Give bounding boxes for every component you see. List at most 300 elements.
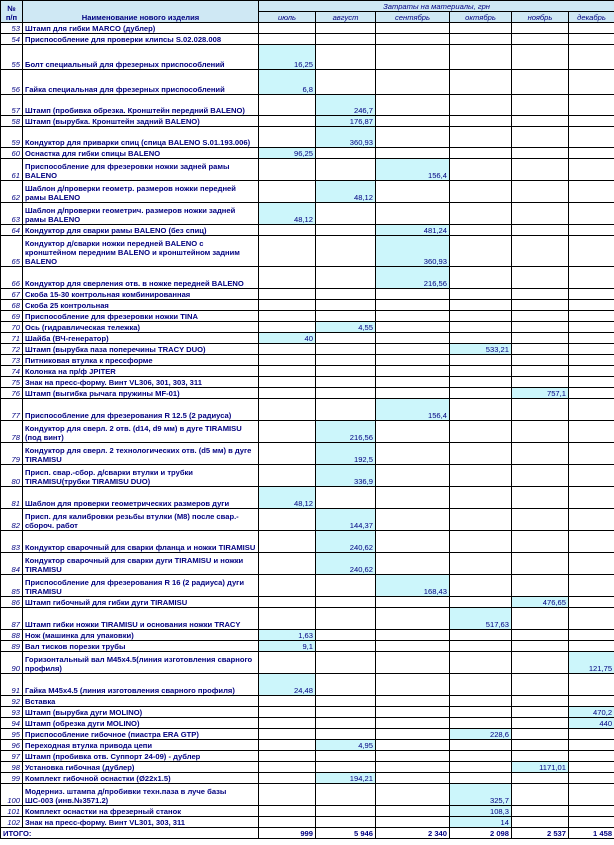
cost-cell: [569, 116, 614, 127]
cost-cell: [450, 95, 512, 116]
cost-cell: [512, 34, 569, 45]
cost-cell: 246,7: [316, 95, 376, 116]
cost-cell: [316, 399, 376, 421]
cost-cell: [569, 23, 614, 34]
table-row: [1, 487, 614, 509]
cost-cell: [512, 740, 569, 751]
item-name: Штамп (вырубка паза поперечины TRACY DUO): [23, 344, 259, 355]
cost-cell: [316, 344, 376, 355]
item-name: Оснастка для гибки спицы BALENO: [23, 148, 259, 159]
cost-cell: [569, 531, 614, 553]
cost-cell: [450, 377, 512, 388]
cost-cell: 533,21: [450, 344, 512, 355]
item-name: Кондуктор сварочный для сварки дуги TIRAMISU и ножки TIRAMISU: [23, 553, 259, 575]
table-row: [1, 696, 614, 707]
table-row: [1, 333, 614, 344]
cost-cell: 757,1: [512, 388, 569, 399]
cost-cell: [376, 421, 450, 443]
cost-cell: [569, 127, 614, 148]
table-row: [1, 553, 614, 575]
cost-cell: [376, 751, 450, 762]
cost-cell: [512, 729, 569, 740]
cost-cell: [569, 181, 614, 203]
row-number: 99: [1, 773, 23, 784]
cost-cell: [450, 148, 512, 159]
row-number: 79: [1, 443, 23, 465]
item-name: Приспособление для фрезерования R 16 (2 радиуса) дуги TIRAMISU: [23, 575, 259, 597]
cost-cell: [376, 817, 450, 828]
cost-cell: [316, 203, 376, 225]
cost-cell: 9,1: [259, 641, 316, 652]
cost-cell: [376, 487, 450, 509]
row-number: 54: [1, 34, 23, 45]
cost-cell: [316, 289, 376, 300]
total-value: 1 458: [569, 828, 614, 839]
num-header: № п/п: [1, 1, 23, 23]
cost-cell: [316, 597, 376, 608]
cost-cell: [450, 225, 512, 236]
table-row: [1, 762, 614, 773]
cost-cell: [450, 597, 512, 608]
cost-cell: 194,21: [316, 773, 376, 784]
cost-cell: [512, 509, 569, 531]
cost-cell: [450, 773, 512, 784]
row-number: 69: [1, 311, 23, 322]
cost-cell: [259, 289, 316, 300]
month-header: ноябрь: [512, 12, 569, 23]
cost-cell: 4,55: [316, 322, 376, 333]
cost-cell: [259, 773, 316, 784]
cost-cell: [376, 641, 450, 652]
cost-cell: [376, 203, 450, 225]
cost-cell: [569, 311, 614, 322]
cost-cell: 48,12: [259, 203, 316, 225]
table-row: [1, 729, 614, 740]
month-header: август: [316, 12, 376, 23]
cost-cell: [316, 34, 376, 45]
cost-cell: 470,2: [569, 707, 614, 718]
cost-cell: [569, 575, 614, 597]
row-number: 97: [1, 751, 23, 762]
cost-cell: [512, 267, 569, 289]
cost-cell: [316, 608, 376, 630]
cost-cell: [450, 181, 512, 203]
cost-cell: [512, 366, 569, 377]
cost-cell: [450, 421, 512, 443]
cost-cell: [316, 630, 376, 641]
cost-cell: [512, 608, 569, 630]
cost-cell: [259, 465, 316, 487]
month-header: июль: [259, 12, 316, 23]
cost-cell: [316, 487, 376, 509]
cost-cell: [316, 388, 376, 399]
cost-cell: [316, 23, 376, 34]
item-name: Гайка М45x4.5 (линия изготовления сварного профиля): [23, 674, 259, 696]
item-name: Кондуктор для сверления отв. в ножке передней BALENO: [23, 267, 259, 289]
row-number: 68: [1, 300, 23, 311]
row-number: 101: [1, 806, 23, 817]
row-number: 88: [1, 630, 23, 641]
cost-cell: [512, 575, 569, 597]
cost-cell: [450, 696, 512, 707]
cost-cell: [376, 45, 450, 70]
cost-cell: [450, 289, 512, 300]
table-row: [1, 784, 614, 806]
table-row: [1, 377, 614, 388]
cost-cell: [569, 333, 614, 344]
cost-cell: [376, 553, 450, 575]
cost-cell: [376, 289, 450, 300]
cost-cell: [450, 652, 512, 674]
item-name: Скоба 15-30 контрольная комбинированная: [23, 289, 259, 300]
cost-cell: [569, 322, 614, 333]
table-row: [1, 289, 614, 300]
cost-cell: [512, 443, 569, 465]
cost-cell: 121,75: [569, 652, 614, 674]
cost-cell: [259, 159, 316, 181]
cost-cell: [259, 575, 316, 597]
table-row: [1, 443, 614, 465]
item-name: Штамп для гибки MARCO (дублер): [23, 23, 259, 34]
row-number: 95: [1, 729, 23, 740]
cost-cell: [450, 355, 512, 366]
cost-cell: [316, 333, 376, 344]
cost-cell: [450, 267, 512, 289]
item-name: Штамп гибочный для гибки дуги TIRAMISU: [23, 597, 259, 608]
row-number: 63: [1, 203, 23, 225]
cost-cell: [569, 45, 614, 70]
cost-cell: [376, 95, 450, 116]
row-number: 100: [1, 784, 23, 806]
cost-cell: [569, 487, 614, 509]
item-name: Кондуктор для сверл. 2 отв. (d14, d9 мм) в дуге TIRAMISU (под винт): [23, 421, 259, 443]
cost-cell: [259, 509, 316, 531]
item-name: Штамп гибки ножки TIRAMISU и основания ножки TRACY: [23, 608, 259, 630]
cost-cell: [259, 322, 316, 333]
cost-cell: [569, 641, 614, 652]
cost-cell: [376, 181, 450, 203]
table-row: [1, 707, 614, 718]
cost-cell: [259, 817, 316, 828]
cost-cell: [259, 652, 316, 674]
cost-cell: [512, 289, 569, 300]
cost-cell: [450, 443, 512, 465]
table-row: [1, 203, 614, 225]
table-row: [1, 148, 614, 159]
cost-cell: [450, 34, 512, 45]
total-value: 5 946: [316, 828, 376, 839]
cost-cell: [316, 267, 376, 289]
cost-cell: [316, 762, 376, 773]
row-number: 102: [1, 817, 23, 828]
row-number: 77: [1, 399, 23, 421]
item-name: Шаблон для проверки геометрических размеров дуги: [23, 487, 259, 509]
cost-cell: [376, 333, 450, 344]
cost-cell: [450, 203, 512, 225]
row-number: 57: [1, 95, 23, 116]
cost-cell: [450, 366, 512, 377]
cost-cell: [316, 575, 376, 597]
table-row: [1, 674, 614, 696]
table-row: [1, 311, 614, 322]
table-row: [1, 575, 614, 597]
item-name: Переходная втулка привода цепи: [23, 740, 259, 751]
cost-cell: [512, 784, 569, 806]
cost-cell: [316, 652, 376, 674]
cost-cell: 24,48: [259, 674, 316, 696]
item-name: Приспособление для проверки клипсы S.02.028.008: [23, 34, 259, 45]
cost-cell: [316, 311, 376, 322]
item-name: Питниковая втулка к прессформе: [23, 355, 259, 366]
cost-cell: 168,43: [376, 575, 450, 597]
cost-cell: [569, 729, 614, 740]
cost-cell: [569, 773, 614, 784]
cost-cell: [376, 311, 450, 322]
table-row: [1, 70, 614, 95]
cost-cell: [376, 509, 450, 531]
cost-cell: [450, 333, 512, 344]
cost-cell: 440: [569, 718, 614, 729]
table-row: [1, 23, 614, 34]
cost-cell: [316, 696, 376, 707]
cost-cell: [512, 465, 569, 487]
cost-cell: [512, 159, 569, 181]
cost-cell: [259, 443, 316, 465]
table-row: [1, 95, 614, 116]
cost-cell: [259, 399, 316, 421]
cost-cell: [376, 806, 450, 817]
cost-cell: 40: [259, 333, 316, 344]
table-row: [1, 388, 614, 399]
table-row: [1, 465, 614, 487]
cost-cell: 108,3: [450, 806, 512, 817]
item-name: Шаблон д/проверки геометрич. размеров ножки задней рамы BALENO: [23, 203, 259, 225]
row-number: 89: [1, 641, 23, 652]
cost-cell: [376, 630, 450, 641]
cost-cell: [376, 366, 450, 377]
cost-cell: [569, 225, 614, 236]
item-name: Штамп (пробивка отв. Суппорт 24-09) - дублер: [23, 751, 259, 762]
row-number: 92: [1, 696, 23, 707]
item-name: Штамп (вырубка дуги MOLINO): [23, 707, 259, 718]
cost-cell: [450, 641, 512, 652]
cost-cell: [376, 116, 450, 127]
cost-cell: [512, 487, 569, 509]
row-number: 85: [1, 575, 23, 597]
cost-cell: 192,5: [316, 443, 376, 465]
cost-cell: 325,7: [450, 784, 512, 806]
row-number: 76: [1, 388, 23, 399]
cost-cell: 48,12: [259, 487, 316, 509]
cost-cell: 228,6: [450, 729, 512, 740]
cost-cell: [512, 806, 569, 817]
cost-cell: [450, 127, 512, 148]
cost-cell: 216,56: [376, 267, 450, 289]
table-row: [1, 236, 614, 267]
table-row: [1, 806, 614, 817]
table-row: [1, 817, 614, 828]
table-row: [1, 597, 614, 608]
name-header: Наименование нового изделия: [23, 1, 259, 23]
row-number: 78: [1, 421, 23, 443]
cost-cell: 144,37: [316, 509, 376, 531]
cost-cell: 14: [450, 817, 512, 828]
item-name: Кондуктор сварочный для сварки фланца и ножки TIRAMISU: [23, 531, 259, 553]
cost-cell: [569, 236, 614, 267]
table-row: [1, 116, 614, 127]
item-name: Установка гибочная (дублер): [23, 762, 259, 773]
cost-cell: [450, 300, 512, 311]
cost-cell: [376, 762, 450, 773]
cost-cell: [569, 465, 614, 487]
row-number: 72: [1, 344, 23, 355]
cost-cell: [569, 148, 614, 159]
cost-cell: [259, 597, 316, 608]
cost-cell: [316, 751, 376, 762]
cost-cell: [259, 421, 316, 443]
cost-cell: [316, 707, 376, 718]
table-row: [1, 366, 614, 377]
cost-cell: [376, 740, 450, 751]
cost-cell: [450, 553, 512, 575]
total-row: [1, 828, 614, 839]
cost-cell: [569, 784, 614, 806]
table-row: [1, 181, 614, 203]
table-row: [1, 34, 614, 45]
item-name: Вставка: [23, 696, 259, 707]
table-row: [1, 652, 614, 674]
cost-cell: [259, 267, 316, 289]
row-number: 91: [1, 674, 23, 696]
cost-cell: [376, 784, 450, 806]
cost-cell: [376, 344, 450, 355]
cost-cell: 156,4: [376, 159, 450, 181]
row-number: 93: [1, 707, 23, 718]
cost-cell: [569, 762, 614, 773]
cost-cell: [376, 322, 450, 333]
row-number: 60: [1, 148, 23, 159]
total-value: 999: [259, 828, 316, 839]
cost-cell: [259, 718, 316, 729]
row-number: 87: [1, 608, 23, 630]
cost-cell: [512, 70, 569, 95]
cost-cell: [376, 377, 450, 388]
cost-cell: [376, 597, 450, 608]
cost-cell: 96,25: [259, 148, 316, 159]
cost-cell: [569, 674, 614, 696]
row-number: 80: [1, 465, 23, 487]
cost-cell: [259, 344, 316, 355]
item-name: Знак на пресс-форму. Винт VL306, 301, 303, 311: [23, 377, 259, 388]
cost-cell: [450, 116, 512, 127]
cost-cell: 360,93: [376, 236, 450, 267]
item-name: Штамп (обрезка дуги MOLINO): [23, 718, 259, 729]
item-name: Присп. свар.-сбор. д/сварки втулки и трубки TIRAMISU(трубки TIRAMISU DUO): [23, 465, 259, 487]
cost-cell: [512, 203, 569, 225]
cost-cell: 481,24: [376, 225, 450, 236]
table-row: [1, 344, 614, 355]
item-name: Комплект гибочной оснастки (Ø22x1.5): [23, 773, 259, 784]
item-name: Кондуктор для сверл. 2 технологических отв. (d5 мм) в дуге TIRAMISU: [23, 443, 259, 465]
cost-cell: [316, 225, 376, 236]
item-name: Кондуктор для сварки рамы BALENO (без спиц): [23, 225, 259, 236]
cost-cell: [259, 23, 316, 34]
cost-cell: [512, 641, 569, 652]
cost-cell: [450, 762, 512, 773]
cost-cell: [376, 465, 450, 487]
item-name: Приспособление для фрезерования R 12.5 (2 радиуса): [23, 399, 259, 421]
cost-cell: [450, 630, 512, 641]
cost-cell: [450, 509, 512, 531]
cost-cell: [259, 300, 316, 311]
cost-cell: 240,62: [316, 531, 376, 553]
cost-cell: [259, 311, 316, 322]
cost-cell: [512, 531, 569, 553]
cost-cell: 4,95: [316, 740, 376, 751]
item-name: Штамп (вырубка. Кронштейн задний BALENO): [23, 116, 259, 127]
row-number: 61: [1, 159, 23, 181]
cost-cell: 1171,01: [512, 762, 569, 773]
cost-cell: 517,63: [450, 608, 512, 630]
cost-cell: [512, 751, 569, 762]
row-number: 65: [1, 236, 23, 267]
table-row: [1, 641, 614, 652]
cost-cell: 176,87: [316, 116, 376, 127]
cost-cell: [316, 674, 376, 696]
cost-cell: [259, 366, 316, 377]
cost-cell: 156,4: [376, 399, 450, 421]
cost-cell: [316, 45, 376, 70]
cost-cell: [569, 630, 614, 641]
cost-cell: [569, 95, 614, 116]
cost-cell: [512, 377, 569, 388]
row-number: 90: [1, 652, 23, 674]
item-name: Знак на пресс-форму. Винт VL301, 303, 311: [23, 817, 259, 828]
cost-cell: [512, 300, 569, 311]
cost-cell: [376, 148, 450, 159]
row-number: 67: [1, 289, 23, 300]
item-name: Приспособление для фрезеровки ножки TINA: [23, 311, 259, 322]
cost-cell: [569, 377, 614, 388]
cost-cell: [569, 70, 614, 95]
row-number: 82: [1, 509, 23, 531]
cost-cell: [259, 784, 316, 806]
row-number: 84: [1, 553, 23, 575]
cost-cell: [316, 806, 376, 817]
row-number: 59: [1, 127, 23, 148]
cost-cell: [512, 181, 569, 203]
cost-cell: [259, 181, 316, 203]
cost-cell: [450, 531, 512, 553]
cost-cell: [259, 225, 316, 236]
row-number: 62: [1, 181, 23, 203]
item-name: Гайка специальная для фрезерных приспособлений: [23, 70, 259, 95]
cost-cell: [376, 773, 450, 784]
item-name: Шаблон д/проверки геометр. размеров ножки передней рамы BALENO: [23, 181, 259, 203]
cost-cell: [259, 762, 316, 773]
cost-cell: [450, 740, 512, 751]
row-number: 73: [1, 355, 23, 366]
item-name: Скоба 25 контрольная: [23, 300, 259, 311]
cost-cell: [512, 23, 569, 34]
cost-cell: [316, 377, 376, 388]
cost-cell: [512, 225, 569, 236]
cost-cell: [316, 817, 376, 828]
table-row: [1, 509, 614, 531]
cost-cell: [569, 289, 614, 300]
row-number: 55: [1, 45, 23, 70]
cost-cell: [376, 34, 450, 45]
